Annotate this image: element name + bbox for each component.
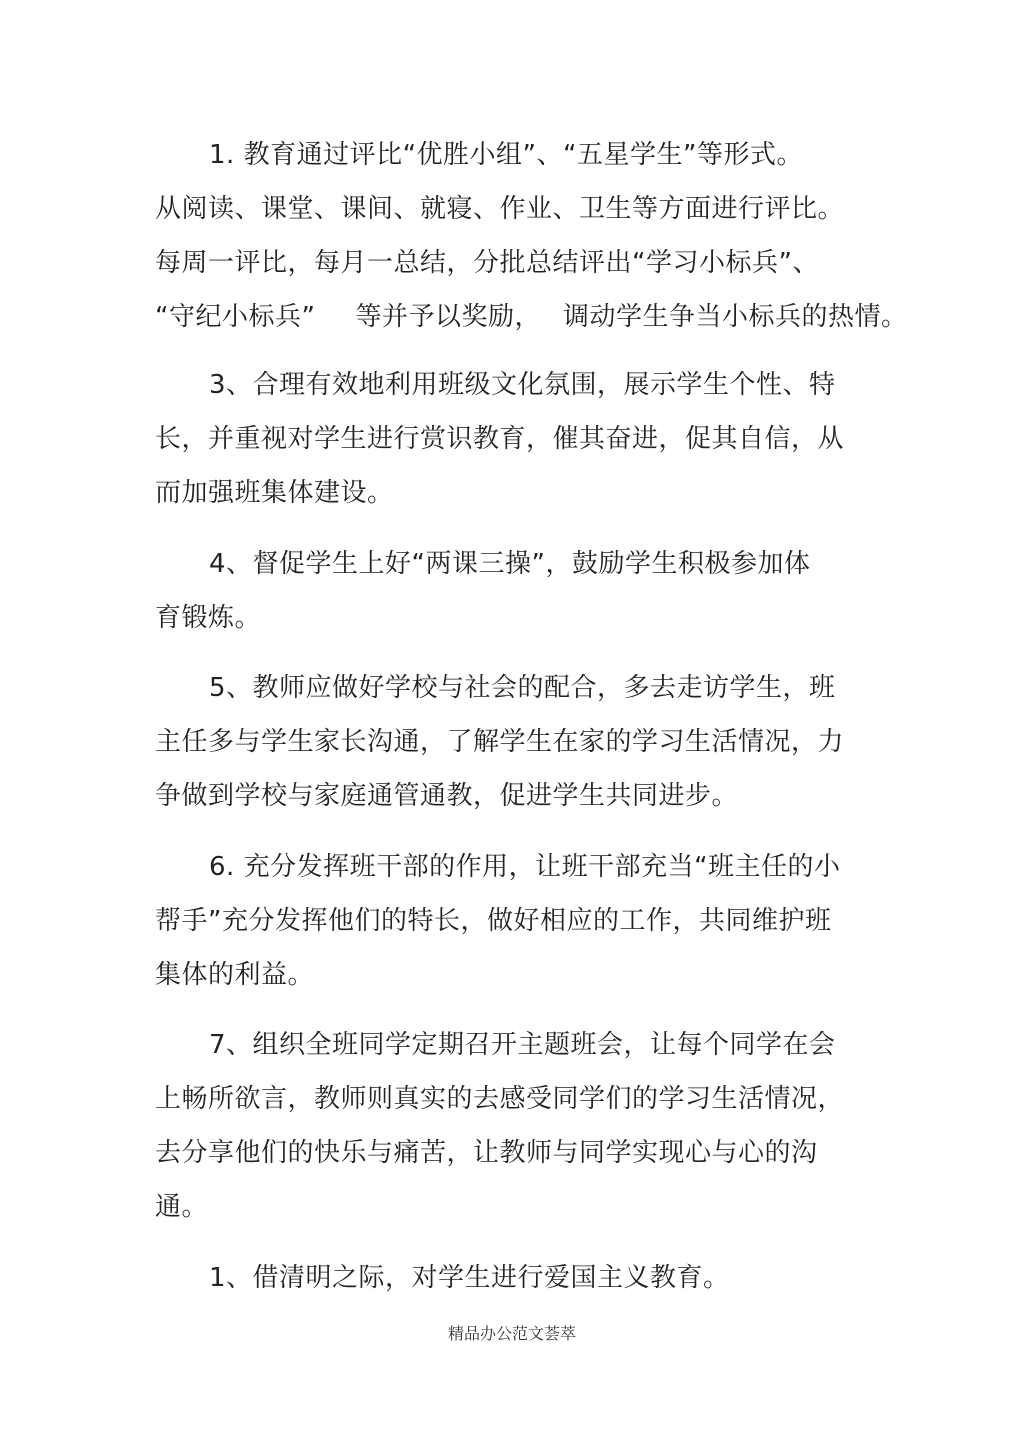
line-segment: 调动学生争当小标兵的热情。 — [562, 302, 908, 332]
paragraph-line: 通。 — [155, 1192, 209, 1222]
paragraph-line: 主任多与学生家长沟通，了解学生在家的学习生活情况，力 — [155, 727, 845, 757]
paragraph-line: 3、合理有效地利用班级文化氛围，展示学生个性、特 — [209, 370, 836, 400]
paragraph-line: 育锻炼。 — [155, 603, 262, 633]
paragraph-4 — [155, 661, 855, 823]
page-footer: 精品办公范文荟萃 — [447, 1324, 576, 1343]
line-segment: “守纪小标兵” — [155, 302, 316, 332]
paragraph-line: 长，并重视对学生进行赏识教育，催其奋进，促其自信，从 — [155, 424, 845, 454]
paragraph-line: 去分享他们的快乐与痛苦，让教师与同学实现心与心的沟 — [155, 1138, 818, 1168]
paragraph-5 — [155, 840, 855, 1002]
paragraph-6 — [155, 1018, 855, 1234]
paragraph-line: 每周一评比，每月一总结，分批总结评出“学习小标兵”、 — [155, 248, 819, 278]
paragraph-1 — [155, 128, 908, 344]
paragraph-line: 1、借清明之际，对学生进行爱国主义教育。 — [209, 1263, 730, 1293]
paragraph-line: 从阅读、课堂、课间、就寝、作业、卫生等方面进行评比。 — [155, 194, 845, 224]
paragraph-line-4 — [155, 290, 908, 344]
paragraph-line: 集体的利益。 — [155, 960, 315, 990]
paragraph-line: 争做到学校与家庭通管通教，促进学生共同进步。 — [155, 781, 739, 811]
paragraph-line: 4、督促学生上好“两课三操”，鼓励学生积极参加体 — [209, 549, 811, 579]
line-segment: 等并予以奖励， — [355, 302, 541, 332]
paragraph-line: 帮手”充分发挥他们的特长，做好相应的工作，共同维护班 — [155, 906, 832, 936]
paragraph-3 — [155, 537, 855, 645]
paragraph-line: 7、组织全班同学定期召开主题班会，让每个同学在会 — [209, 1030, 836, 1060]
paragraph-7 — [155, 1251, 855, 1305]
paragraph-line: 1. 教育通过评比“优胜小组”、“五星学生”等形式。 — [209, 140, 803, 170]
paragraph-line: 而加强班集体建设。 — [155, 478, 394, 508]
paragraph-line: 6. 充分发挥班干部的作用，让班干部充当“班主任的小 — [209, 852, 841, 882]
paragraph-2 — [155, 358, 855, 520]
paragraph-line: 5、教师应做好学校与社会的配合，多去走访学生，班 — [209, 673, 836, 703]
paragraph-line: 上畅所欲言，教师则真实的去感受同学们的学习生活情况， — [155, 1084, 845, 1114]
